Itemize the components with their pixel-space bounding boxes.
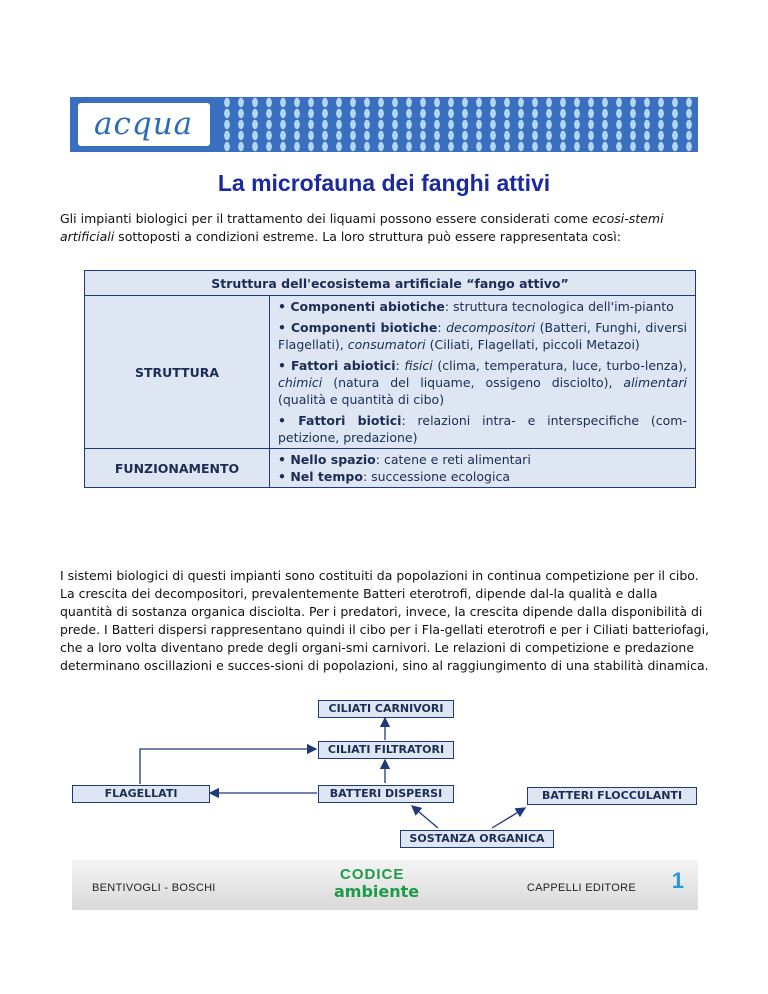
logo-text: acqua [94,106,194,142]
box-sostanza-organica: SOSTANZA ORGANICA [400,830,554,848]
intro-text-2: sottoposti a condizioni estreme. La loro struttura può essere rappresentata così: [114,229,621,244]
intro-italic: ecosi-stemi artificiali [60,211,664,244]
box-batteri-dispersi: BATTERI DISPERSI [318,785,454,803]
box-ciliati-filtratori: CILIATI FILTRATORI [318,741,454,759]
item-tempo: • Nel tempo: successione ecologica [278,469,510,484]
table-header: Struttura dell'ecosistema artificiale “fango attivo” [85,271,696,296]
item-spazio: • Nello spazio: catene e reti alimentari [278,452,531,467]
page-title: La microfauna dei fanghi attivi [217,170,551,196]
label-struttura: STRUTTURA [85,296,270,449]
body-paragraph: I sistemi biologici di questi impianti sono costituiti da popolazioni in continua competizione per il cibo. La crescita dei decompositori, prevalentemente Batteri eterotrofi, dipende dal-la qualità e dalla quantità di sostanza organica disciolta. Per i predatori, invece, la crescita dipende dalla disponibilità di prede. I Batteri dispersi rappresentano quindi il cibo per i Fla-gellati eterotrofi e per i Ciliati batteriofagi, che a loro volta diventano prede degli organi-smi carnivori. Le relazioni di competizione e predazione determinano oscillazioni e succes-sioni di popolazioni, sino al raggiungimento di una stabilità dinamica. [60,568,710,673]
item-biotiche: • Componenti biotiche: decompositori (Batteri, Funghi, diversi Flagellati), consumatori (Ciliati, Flagellati, piccoli Metazoi) [278,320,688,352]
page-number: 1 [671,868,684,893]
label-funzionamento: FUNZIONAMENTO [85,449,270,488]
box-batteri-flocculanti: BATTERI FLOCCULANTI [527,787,697,805]
footer-authors: BENTIVOGLI - BOSCHI [92,882,216,894]
footer-publisher: CAPPELLI EDITORE [526,882,636,894]
brand-ambiente: ambiente [334,882,420,901]
page-footer [72,860,698,910]
item-fattori-biotici: • Fattori biotici: relazioni intra- e interspecifiche (com-petizione, predazione) [278,413,687,445]
box-flagellati: FLAGELLATI [72,785,210,803]
item-fattori-abiotici: • Fattori abiotici: fisici (clima, temperatura, luce, turbo-lenza), chimici (natura del liquame, ossigeno disciolto), alimentari (qualità e quantità di cibo) [278,358,687,407]
brand-codice: CODICE [340,866,405,883]
box-ciliati-carnivori: CILIATI CARNIVORI [318,700,454,718]
intro-text-1: Gli impianti biologici per il trattamento dei liquami possono essere considerati come [60,211,593,226]
item-abiotiche: • Componenti abiotiche: struttura tecnologica dell'im-pianto [278,299,674,314]
